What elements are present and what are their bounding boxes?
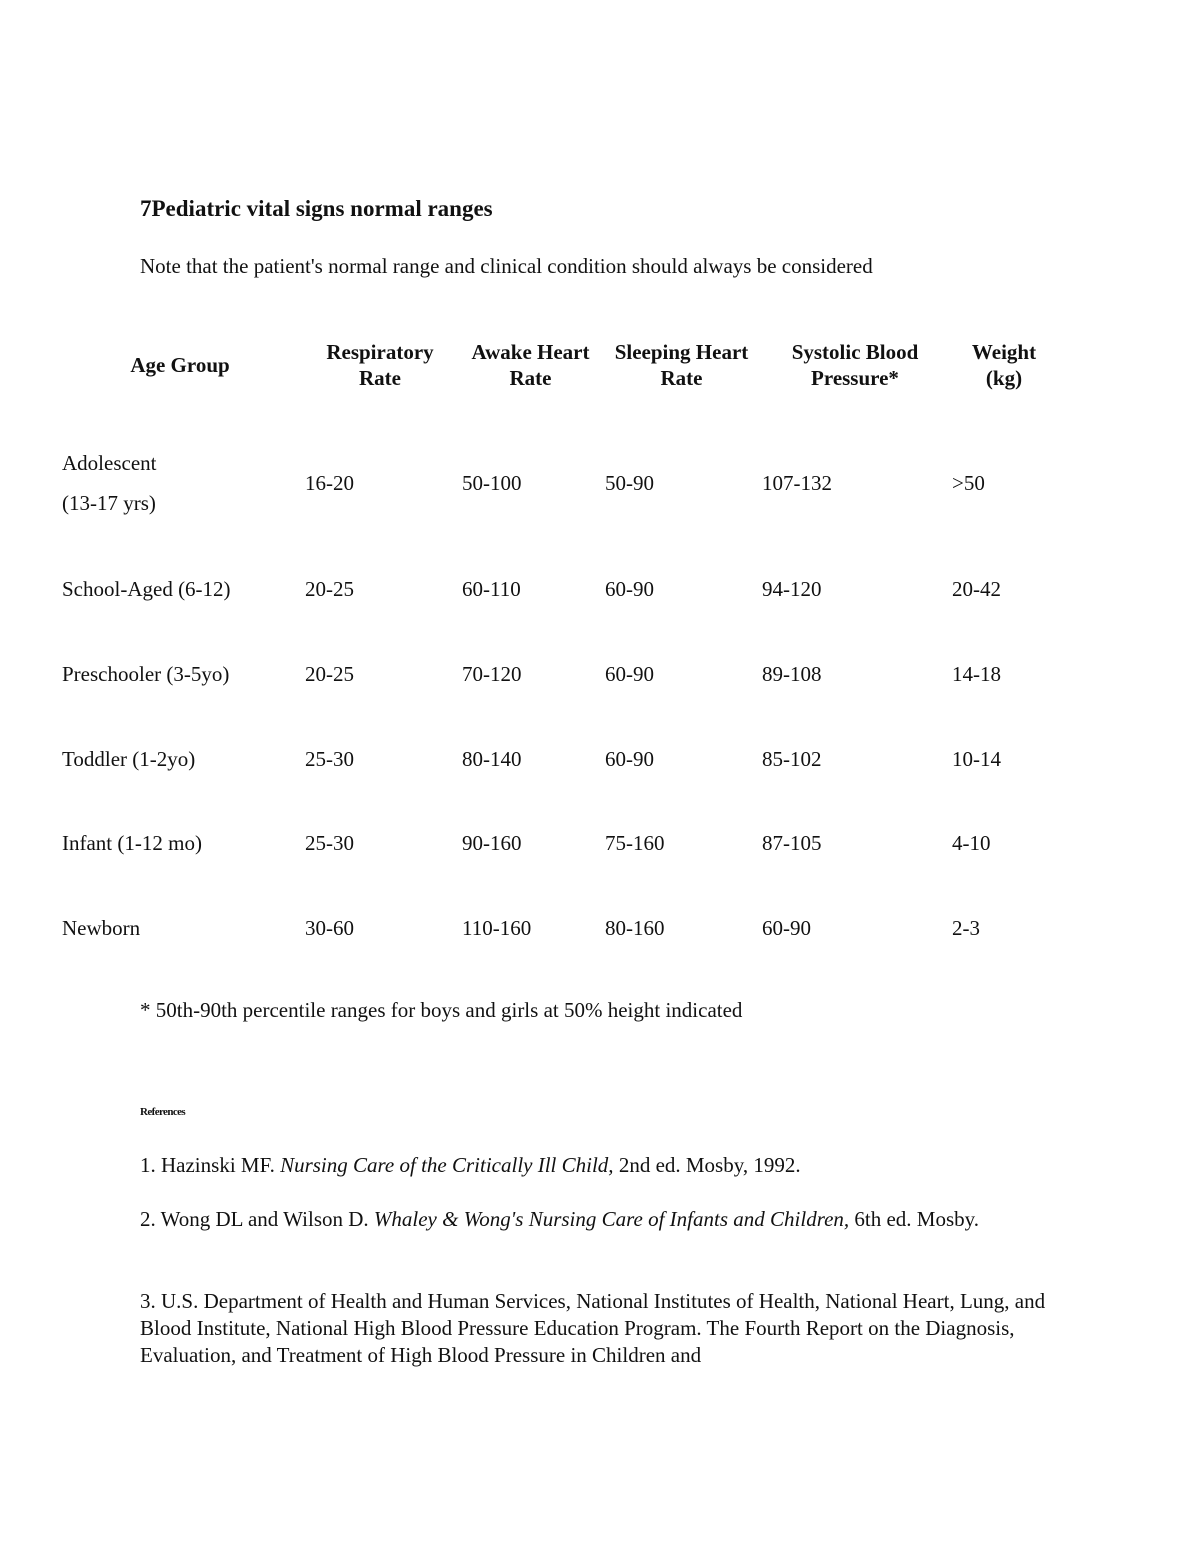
cell-weight: 10-14 bbox=[952, 747, 1001, 771]
header-age-group bbox=[110, 352, 250, 378]
header-line: Rate bbox=[359, 366, 401, 390]
clinical-note: Note that the patient's normal range and clinical condition should always be considered bbox=[140, 254, 873, 278]
cell-weight: 4-10 bbox=[952, 831, 991, 855]
cell-weight: >50 bbox=[952, 471, 985, 495]
reference-title: Nursing Care of the Critically Ill Child, bbox=[280, 1153, 614, 1177]
references-heading: References bbox=[140, 1106, 186, 1118]
header-line: Systolic Blood bbox=[791, 340, 919, 364]
table-footnote: * 50th-90th percentile ranges for boys and girls at 50% height indicated bbox=[140, 998, 743, 1022]
cell-respiratory-rate: 20-25 bbox=[305, 577, 354, 601]
cell-systolic-bp: 85-102 bbox=[762, 747, 822, 771]
cell-weight: 14-18 bbox=[952, 662, 1001, 686]
header-sleeping-heart-rate bbox=[603, 339, 760, 391]
cell-awake-heart-rate: 60-110 bbox=[462, 577, 521, 601]
cell-age-group: Toddler (1-2yo) bbox=[62, 747, 196, 771]
cell-respiratory-rate: 30-60 bbox=[305, 916, 354, 940]
reference-item-1 bbox=[140, 1152, 1070, 1179]
cell-awake-heart-rate: 90-160 bbox=[462, 831, 522, 855]
cell-age-group: Newborn bbox=[62, 916, 141, 940]
cell-respiratory-rate: 25-30 bbox=[305, 747, 354, 771]
cell-age-range: (13-17 yrs) bbox=[62, 491, 156, 515]
cell-sleeping-heart-rate: 60-90 bbox=[605, 747, 654, 771]
cell-systolic-bp: 94-120 bbox=[762, 577, 822, 601]
reference-text: 2nd ed. Mosby, 1992. bbox=[613, 1153, 801, 1177]
header-line: Rate bbox=[509, 366, 552, 390]
cell-awake-heart-rate: 50-100 bbox=[462, 471, 522, 495]
page-title: 7Pediatric vital signs normal ranges bbox=[140, 196, 493, 221]
reference-text: 3. U.S. Department of Health and Human Services, National Institutes of Health, National Heart, Lung, and Blood Institute, National High Blood Pressure Education Program. The Fourth Report on the Diagnosis, Evaluation, and Treatment of High Blood Pressure in Children and bbox=[140, 1289, 1046, 1367]
header-respiratory-rate bbox=[305, 339, 455, 391]
cell-sleeping-heart-rate: 60-90 bbox=[605, 577, 654, 601]
cell-respiratory-rate: 16-20 bbox=[305, 471, 354, 495]
cell-sleeping-heart-rate: 75-160 bbox=[605, 831, 665, 855]
header-line: Pressure* bbox=[811, 366, 899, 390]
header-line: Rate bbox=[660, 366, 703, 390]
cell-respiratory-rate: 20-25 bbox=[305, 662, 354, 686]
cell-systolic-bp: 89-108 bbox=[762, 662, 822, 686]
reference-text: 6th ed. Mosby. bbox=[849, 1207, 980, 1231]
cell-age-group: School-Aged (6-12) bbox=[62, 577, 231, 601]
header-line: Awake Heart bbox=[471, 340, 590, 364]
cell-sleeping-heart-rate: 80-160 bbox=[605, 916, 665, 940]
header-weight bbox=[950, 339, 1058, 391]
cell-age-group: Infant (1-12 mo) bbox=[62, 831, 202, 855]
cell-systolic-bp: 60-90 bbox=[762, 916, 811, 940]
cell-awake-heart-rate: 110-160 bbox=[462, 916, 532, 940]
cell-sleeping-heart-rate: 50-90 bbox=[605, 471, 654, 495]
header-awake-heart-rate bbox=[458, 339, 603, 391]
reference-title: Whaley & Wong's Nursing Care of Infants and Children, bbox=[373, 1207, 850, 1231]
reference-item-3 bbox=[140, 1288, 1070, 1369]
cell-age-group: Adolescent bbox=[62, 451, 157, 475]
header-line: Weight bbox=[971, 340, 1037, 364]
cell-systolic-bp: 87-105 bbox=[762, 831, 822, 855]
reference-text: 2. Wong DL and Wilson D. bbox=[140, 1207, 374, 1231]
cell-respiratory-rate: 25-30 bbox=[305, 831, 354, 855]
cell-weight: 20-42 bbox=[952, 577, 1001, 601]
header-line: Respiratory bbox=[326, 340, 434, 364]
header-systolic-blood-pressure bbox=[775, 339, 935, 391]
cell-awake-heart-rate: 80-140 bbox=[462, 747, 522, 771]
cell-awake-heart-rate: 70-120 bbox=[462, 662, 522, 686]
header-age-group-label: Age Group bbox=[130, 353, 230, 377]
header-line: Sleeping Heart bbox=[614, 340, 749, 364]
header-line: (kg) bbox=[985, 366, 1023, 390]
reference-item-2 bbox=[140, 1206, 1070, 1233]
cell-age-group: Preschooler (3-5yo) bbox=[62, 662, 230, 686]
cell-sleeping-heart-rate: 60-90 bbox=[605, 662, 654, 686]
reference-text: 1. Hazinski MF. bbox=[140, 1153, 281, 1177]
cell-systolic-bp: 107-132 bbox=[762, 471, 832, 495]
cell-weight: 2-3 bbox=[952, 916, 980, 940]
